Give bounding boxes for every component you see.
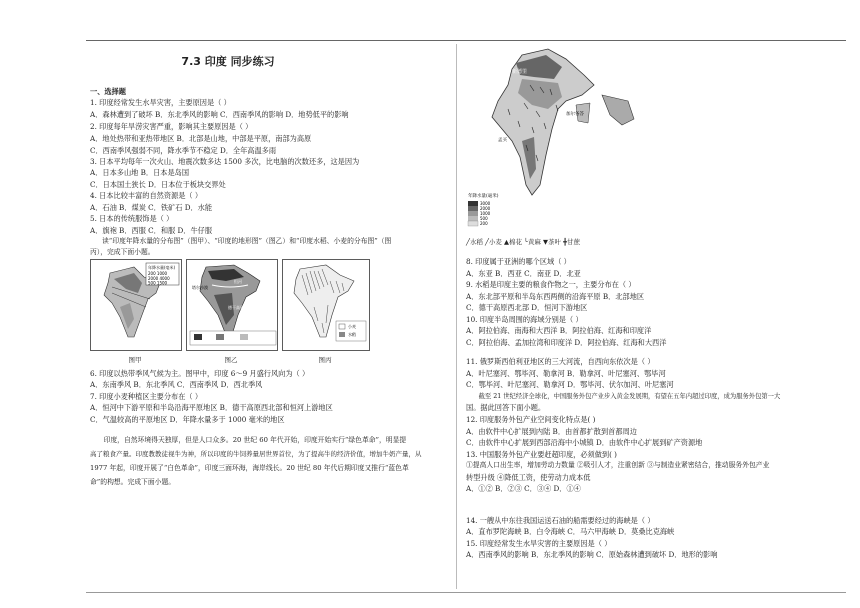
question-line: 转型升级 ④降低工资，使劳动力成本低 [466, 473, 591, 482]
page-title: 7.3 印度 同步练习 [181, 55, 275, 68]
crop-map-figure [282, 259, 370, 351]
figure-label: 图丙 [318, 356, 332, 364]
question-line: 9. 水稻是印度主要的粮食作物之一，主要分布在（ ） [466, 280, 636, 289]
question-line: A．直布罗陀海峡 B．白令海峡 C．马六甲海峡 D．莫桑比克海峡 [466, 527, 675, 536]
question-line: A．日本多山地 B．日本是岛国 [90, 168, 190, 177]
question-line: C．德干高原西北部 D．恒河下游地区 [466, 303, 588, 312]
question-line: A．西南季风的影响 B．东北季风的影响 C．原始森林遭到破坏 D．地形的影响 [466, 550, 718, 559]
question-line: 12. 印度服务外包产业空间变化特点是( ) [466, 415, 596, 424]
question-line: A．石油 B．煤炭 C．铁矿石 D．水能 [90, 203, 213, 212]
rainfall-map-figure [90, 259, 182, 351]
question-line: 1. 印度经常发生水旱灾害，主要原因是（ ） [90, 98, 231, 107]
place-name: 塔尔沙漠 [192, 285, 208, 290]
question-line: C．由软件中心扩展到西部沿海中小城镇 D．由软件中心扩展到矿产资源地 [466, 438, 703, 447]
legend-value: 2000 [480, 206, 491, 211]
passage-line: 高了粮食产量。印度教教徒视牛为神，所以印度的牛饲养量居世界首位，为了提高牛的经济价值，增加牛奶产量，从 [90, 450, 422, 458]
reading-intro: 读“印度年降水量的分布图”（图甲）、“印度的地形图”（图乙）和“印度水稻、小麦的分布图”（图 [102, 237, 392, 245]
question-line: 11. 俄罗斯西伯利亚地区的三大河流，自西向东依次是（ ） [466, 357, 655, 366]
bottom-rule [86, 592, 846, 593]
question-line: 4. 日本比较丰富的自然资源是（ ） [90, 191, 203, 200]
figure-label: 图甲 [128, 356, 142, 364]
question-line: C．鄂毕河、叶尼塞河、勒拿河 D．鄂毕河、伏尔加河、叶尼塞河 [466, 380, 674, 389]
terrain-map-figure [186, 259, 278, 351]
passage-line: 印度，自然环境得天独厚，但是人口众多。20 世纪 60 年代开始，印度开始实行“绿色革命”，明显提 [90, 436, 407, 444]
legend-value: 1000 [480, 211, 491, 216]
question-line: C．阿拉伯海、孟加拉湾和印度洋 D．阿拉伯海、红海和大西洋 [466, 338, 667, 347]
question-line: 5. 日本的传统服饰是（ ） [90, 214, 174, 223]
place-name: 恒河 [234, 279, 242, 284]
question-line: A．叶尼塞河、鄂毕河、勒拿河 B．勒拿河、叶尼塞河、鄂毕河 [466, 369, 666, 378]
question-line: 国。据此回答下面小题。 [466, 403, 546, 412]
question-line: 15. 印度经常发生水旱灾害的主要原因是（ ） [466, 539, 612, 548]
reading-intro: 丙），完成下面小题。 [90, 248, 155, 256]
question-line: A．东北部平原和半岛东西两侧的沿海平原 B．北部地区 [466, 292, 645, 301]
crop-legend: ╱水稻 ╱小麦 ▲棉花 ╰黄麻 ▼茶叶 ╋甘蔗 [466, 238, 580, 246]
question-line: A．森林遭到了破坏 B．东北季风的影响 C．西南季风的影响 D．地势低平的影响 [90, 110, 349, 119]
question-line: A．东南季风 B．东北季风 C．西南季风 D．西北季风 [90, 380, 263, 389]
legend-title: 年降水量(毫米) [148, 265, 176, 270]
india-rainfall-crop-map [462, 45, 650, 245]
column-divider [456, 44, 457, 589]
question-line: A．旗袍 B．西服 C．和服 D．牛仔服 [90, 226, 213, 235]
question-line: 13. 中国服务外包产业要赶超印度，必须做到( ) [466, 450, 617, 459]
place-name: 新德里 [512, 69, 528, 75]
question-line: C．日本国土狭长 D．日本位于板块交界处 [90, 180, 226, 189]
passage-line: 命”的构想。完成下面小题。 [90, 478, 176, 486]
question-line: 8. 印度属于亚洲的哪个区域（ ） [466, 257, 571, 266]
legend-value: 200 [480, 221, 488, 226]
place-name: 德干高原 [228, 305, 244, 310]
question-line: A．阿拉伯海、南海和大西洋 B．阿拉伯海、红海和印度洋 [466, 326, 652, 335]
question-line: 10. 印度半岛周围的海域分别是（ ） [466, 315, 583, 324]
question-line: 截至 21 世纪经济全球化，中国服务外包产业步入黄金发展期，有望在五年内超过印度，成为服务外包第一大 [466, 393, 781, 400]
question-line: 14. 一艘从中东往我国运送石油的船需要经过的海峡是（ ） [466, 516, 655, 525]
figure-label: 图乙 [224, 356, 238, 364]
legend-entry: 2000 4000 [148, 276, 170, 281]
place-name: 加尔各答 [566, 112, 584, 117]
legend-value: 3000 [480, 201, 491, 206]
question-line: A．地处热带和亚热带地区 B．北部是山地，中部是平原，南部为高原 [90, 134, 312, 143]
question-line: 3. 日本平均每年一次火山、地震次数多达 1500 多次，比电脑的次数还多，这是因为 [90, 157, 360, 166]
section-heading: 一、选择题 [90, 87, 126, 96]
question-line: 2. 印度每年旱涝灾害严重，影响其主要原因是（ ） [90, 122, 253, 131]
question-line: ①提高人口出生率，增加劳动力数量 ②吸引人才，注重创新 ③与制造业紧密结合，推动服务外包产业 [466, 461, 770, 469]
question-line: C．西南季风强弱不同，降水季节不稳定 D．全年高温多雨 [90, 146, 277, 155]
top-rule [86, 40, 846, 41]
legend-title: 年降水量(毫米) [468, 194, 499, 199]
legend-value: 500 [480, 216, 488, 221]
question-line: 6. 印度以热带季风气候为主。图甲中，印度 6～9 月盛行风向为（ ） [90, 369, 310, 378]
passage-line: 1977 年起，印度开展了“白色革命”，印度三面环海，海岸线长。20 世纪 80 年代后期印度又推行“蓝色革 [90, 464, 409, 472]
question-line: A．由软件中心扩展到内陆 B．由首都扩散到首都周边 [466, 427, 637, 436]
legend-entry: 500 1500 [148, 280, 168, 286]
place-name: 孟买 [498, 138, 507, 143]
question-line: 7. 印度小麦种植区主要分布在（ ） [90, 392, 203, 401]
legend-entry: 200 1000 [148, 271, 168, 276]
legend-entry: 小麦 [348, 324, 356, 329]
question-line: A．①② B．②③ C．③④ D．①④ [466, 484, 581, 493]
question-line: A．东亚 B．西亚 C．南亚 D．北亚 [466, 269, 581, 278]
question-line: C．气温较高的平原地区 D．年降水量多于 1000 毫米的地区 [90, 415, 285, 424]
question-line: A．恒河中下游平原和半岛沿海平原地区 B．德干高原西北部和恒河上游地区 [90, 403, 333, 412]
legend-entry: 水稻 [348, 332, 356, 337]
